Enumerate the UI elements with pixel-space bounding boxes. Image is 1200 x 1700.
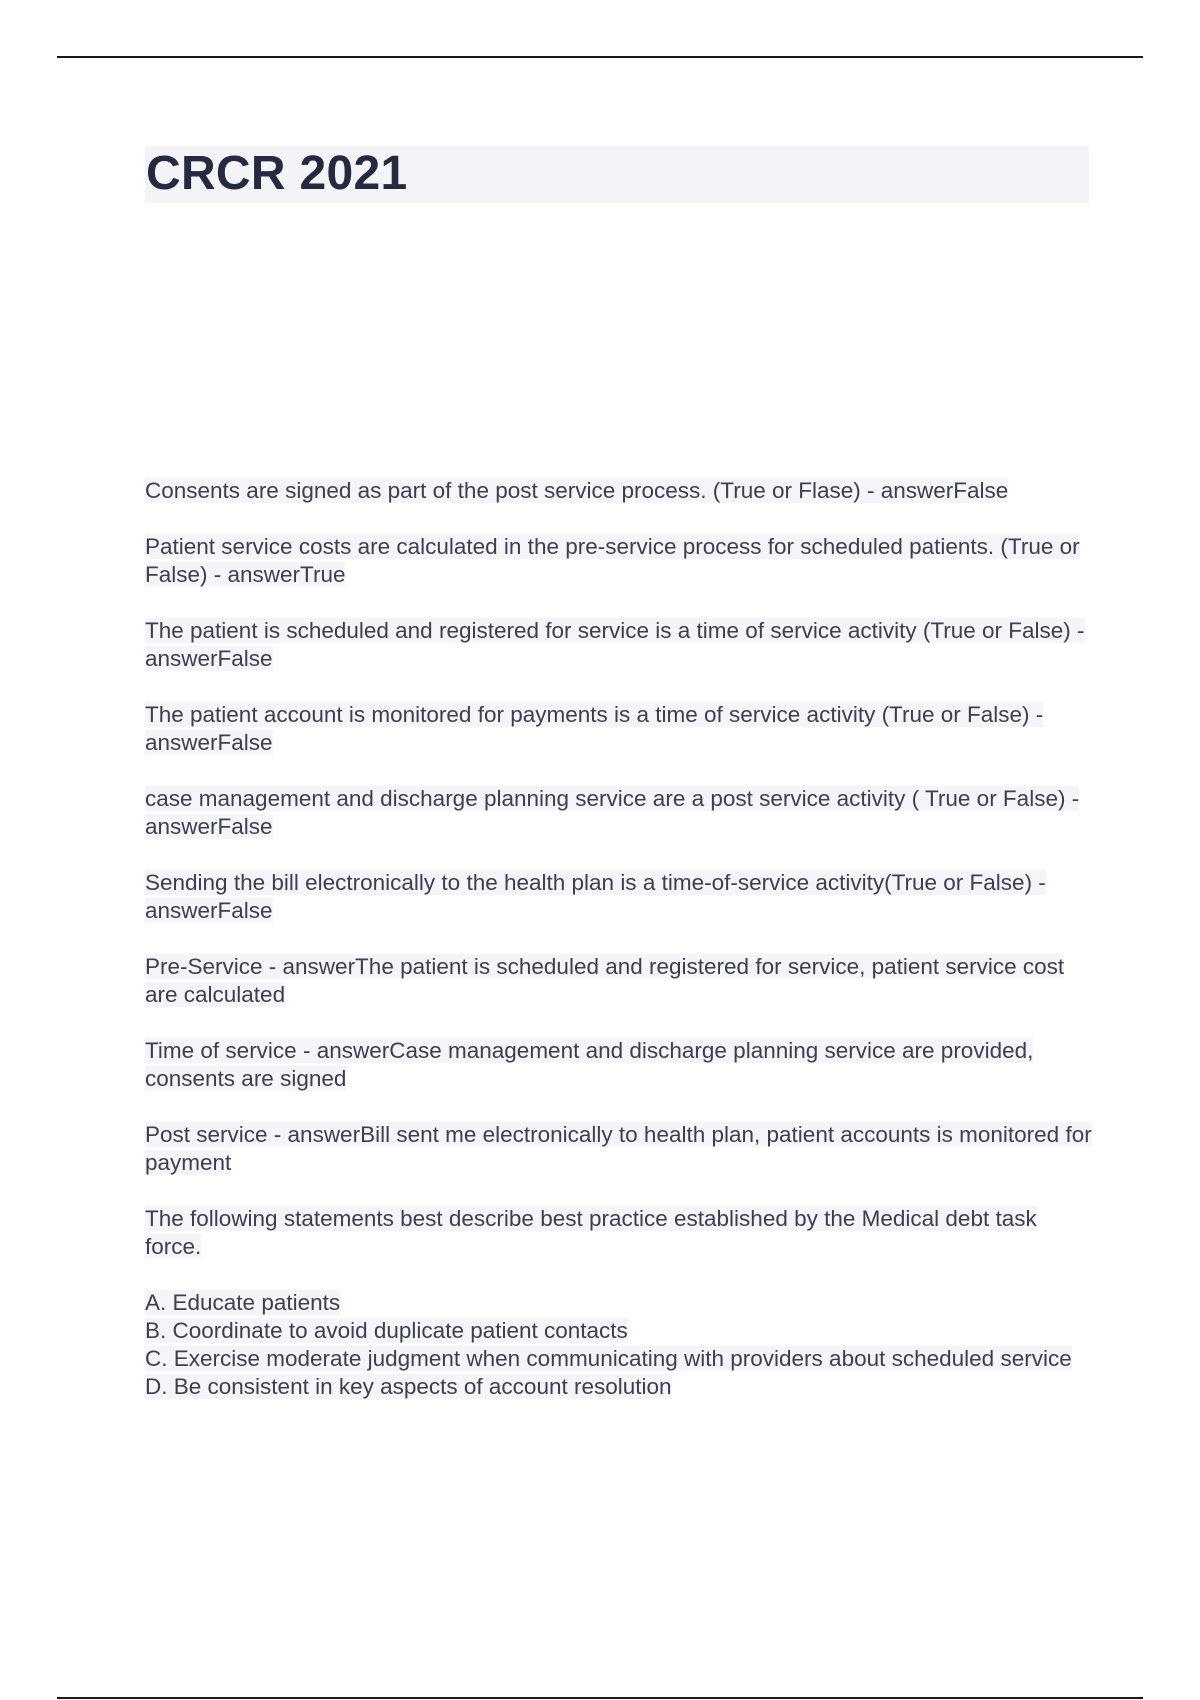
answer-option-text: B. Coordinate to avoid duplicate patient contacts [145, 1318, 628, 1343]
qa-content [145, 477, 1095, 1401]
qa-entry-text: Pre-Service - answerThe patient is scheduled and registered for service, patient service cost are calculated [145, 954, 1065, 1007]
qa-question [145, 1205, 1095, 1261]
answer-option-text: C. Exercise moderate judgment when communicating with providers about scheduled service [145, 1346, 1072, 1371]
qa-entry-text: The patient account is monitored for payments is a time of service activity (True or False) - answerFalse [145, 702, 1044, 755]
qa-entry [145, 785, 1095, 841]
qa-entry [145, 701, 1095, 757]
qa-entry [145, 477, 1095, 505]
qa-entry-text: Post service - answerBill sent me electronically to health plan, patient accounts is monitored for payment [145, 1122, 1092, 1175]
answer-option [145, 1373, 1095, 1401]
qa-entry [145, 953, 1095, 1009]
qa-entry-text: Time of service - answerCase management and discharge planning service are provided, consents are signed [145, 1038, 1034, 1091]
answer-option [145, 1317, 1095, 1345]
answer-option [145, 1345, 1095, 1373]
qa-entry-text: The patient is scheduled and registered for service is a time of service activity (True or False) - answerFalse [145, 618, 1085, 671]
qa-entry [145, 869, 1095, 925]
qa-entry-text: case management and discharge planning service are a post service activity ( True or False) - answerFalse [145, 786, 1080, 839]
answer-option-text: D. Be consistent in key aspects of account resolution [145, 1374, 672, 1399]
qa-question-text: The following statements best describe best practice established by the Medical debt task force. [145, 1206, 1037, 1259]
answer-option [145, 1289, 1095, 1317]
answer-option-text: A. Educate patients [145, 1290, 341, 1315]
qa-entry-text: Consents are signed as part of the post service process. (True or Flase) - answerFalse [145, 478, 1009, 503]
top-rule [57, 56, 1143, 58]
qa-entry-text: Sending the bill electronically to the health plan is a time-of-service activity(True or False) - answerFalse [145, 870, 1046, 923]
page-title: CRCR 2021 [146, 147, 408, 200]
qa-entry [145, 617, 1095, 673]
qa-entry-text: Patient service costs are calculated in the pre-service process for scheduled patients. (True or False) - answerTrue [145, 534, 1080, 587]
qa-entry [145, 1121, 1095, 1177]
qa-entry [145, 1037, 1095, 1093]
bottom-rule [57, 1697, 1143, 1699]
qa-entry [145, 533, 1095, 589]
answer-options [145, 1289, 1095, 1401]
